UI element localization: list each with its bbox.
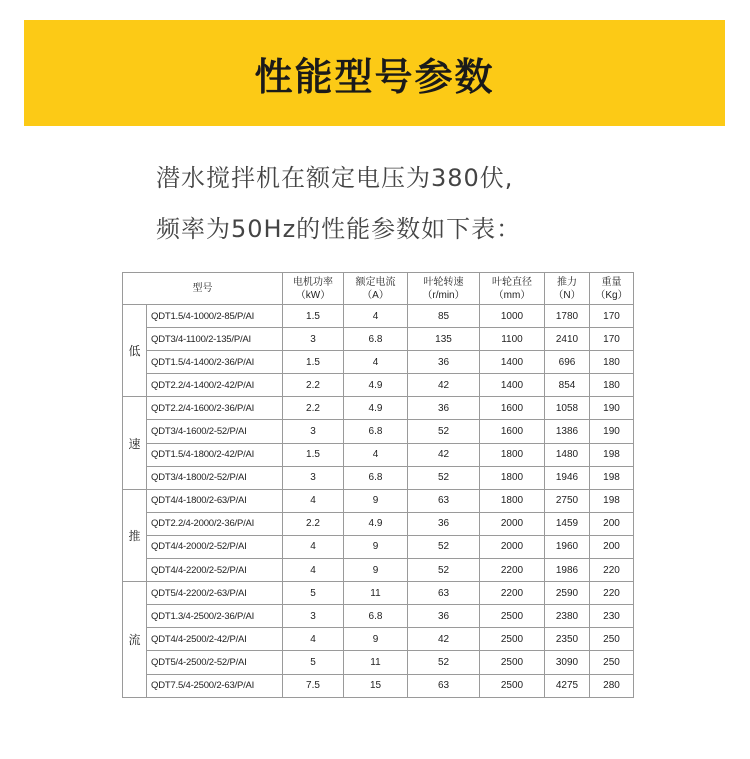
cell-diameter: 2200: [480, 582, 545, 605]
cell-weight: 180: [590, 351, 634, 374]
cell-current: 15: [344, 674, 408, 697]
title-banner: [24, 20, 725, 126]
cell-speed: 36: [408, 397, 480, 420]
cell-thrust: 1480: [545, 443, 590, 466]
cell-model: QDT3/4-1600/2-52/P/AI: [147, 420, 283, 443]
cell-diameter: 1000: [480, 305, 545, 328]
cell-diameter: 1400: [480, 374, 545, 397]
cell-current: 11: [344, 582, 408, 605]
cell-speed: 85: [408, 305, 480, 328]
cell-power: 4: [283, 628, 344, 651]
cell-power: 1.5: [283, 351, 344, 374]
cell-model: QDT1.5/4-1400/2-36/P/AI: [147, 351, 283, 374]
cell-power: 4: [283, 559, 344, 582]
cell-speed: 36: [408, 605, 480, 628]
cell-thrust: 2750: [545, 489, 590, 512]
header-model: 型号: [123, 273, 283, 305]
intro-line-1: 潜水搅拌机在额定电压为380伏,: [156, 164, 514, 192]
cell-thrust: 1386: [545, 420, 590, 443]
cell-diameter: 2000: [480, 512, 545, 535]
cell-diameter: 2500: [480, 651, 545, 674]
cell-thrust: 1960: [545, 535, 590, 558]
cell-diameter: 2500: [480, 605, 545, 628]
table-row: [123, 443, 634, 466]
cell-weight: 250: [590, 651, 634, 674]
cell-current: 4.9: [344, 397, 408, 420]
cell-speed: 52: [408, 651, 480, 674]
table-row: [123, 305, 634, 328]
cell-diameter: 2000: [480, 535, 545, 558]
performance-table: [122, 272, 634, 698]
cell-model: QDT4/4-2200/2-52/P/AI: [147, 559, 283, 582]
cell-current: 6.8: [344, 328, 408, 351]
cell-current: 4.9: [344, 374, 408, 397]
cell-current: 6.8: [344, 420, 408, 443]
cell-weight: 230: [590, 605, 634, 628]
cell-thrust: 2590: [545, 582, 590, 605]
cell-current: 6.8: [344, 605, 408, 628]
header-speed: 叶轮转速 （r/min）: [408, 273, 480, 305]
cell-thrust: 4275: [545, 674, 590, 697]
table-row: [123, 489, 634, 512]
cell-power: 4: [283, 489, 344, 512]
cell-thrust: 1459: [545, 512, 590, 535]
group-label: 速: [123, 397, 147, 489]
table-row: [123, 466, 634, 489]
cell-speed: 63: [408, 674, 480, 697]
cell-power: 1.5: [283, 305, 344, 328]
cell-power: 5: [283, 582, 344, 605]
cell-power: 2.2: [283, 512, 344, 535]
cell-weight: 220: [590, 582, 634, 605]
header-power: 电机功率 （kW）: [283, 273, 344, 305]
table-row: [123, 351, 634, 374]
cell-model: QDT2.2/4-1400/2-42/P/AI: [147, 374, 283, 397]
cell-diameter: 2500: [480, 674, 545, 697]
table-row: [123, 397, 634, 420]
cell-speed: 63: [408, 582, 480, 605]
cell-diameter: 1600: [480, 397, 545, 420]
cell-current: 11: [344, 651, 408, 674]
cell-weight: 200: [590, 512, 634, 535]
cell-model: QDT1.5/4-1800/2-42/P/AI: [147, 443, 283, 466]
cell-power: 5: [283, 651, 344, 674]
cell-current: 9: [344, 535, 408, 558]
cell-diameter: 2500: [480, 628, 545, 651]
cell-model: QDT5/4-2500/2-52/P/AI: [147, 651, 283, 674]
cell-speed: 52: [408, 559, 480, 582]
cell-weight: 198: [590, 443, 634, 466]
cell-thrust: 1986: [545, 559, 590, 582]
cell-weight: 220: [590, 559, 634, 582]
cell-model: QDT5/4-2200/2-63/P/AI: [147, 582, 283, 605]
cell-model: QDT4/4-1800/2-63/P/AI: [147, 489, 283, 512]
cell-power: 3: [283, 466, 344, 489]
intro-line-2: 频率为50Hz的性能参数如下表：: [156, 215, 522, 243]
cell-current: 4: [344, 351, 408, 374]
table-row: [123, 374, 634, 397]
cell-current: 6.8: [344, 466, 408, 489]
group-label: 低: [123, 305, 147, 397]
cell-thrust: 2380: [545, 605, 590, 628]
cell-model: QDT2.2/4-2000/2-36/P/AI: [147, 512, 283, 535]
table-row: [123, 328, 634, 351]
cell-speed: 52: [408, 466, 480, 489]
cell-thrust: 1946: [545, 466, 590, 489]
cell-power: 4: [283, 535, 344, 558]
cell-diameter: 1800: [480, 443, 545, 466]
cell-weight: 198: [590, 466, 634, 489]
cell-model: QDT1.3/4-2500/2-36/P/AI: [147, 605, 283, 628]
cell-speed: 52: [408, 420, 480, 443]
cell-weight: 190: [590, 397, 634, 420]
cell-model: QDT4/4-2500/2-42/P/AI: [147, 628, 283, 651]
cell-speed: 63: [408, 489, 480, 512]
table-row: [123, 674, 634, 697]
cell-thrust: 1058: [545, 397, 590, 420]
cell-diameter: 2200: [480, 559, 545, 582]
cell-diameter: 1600: [480, 420, 545, 443]
cell-power: 7.5: [283, 674, 344, 697]
cell-power: 1.5: [283, 443, 344, 466]
cell-model: QDT3/4-1100/2-135/P/AI: [147, 328, 283, 351]
header-thrust: 推力 （N）: [545, 273, 590, 305]
cell-model: QDT3/4-1800/2-52/P/AI: [147, 466, 283, 489]
cell-current: 9: [344, 489, 408, 512]
cell-current: 4: [344, 443, 408, 466]
cell-speed: 42: [408, 443, 480, 466]
cell-speed: 52: [408, 535, 480, 558]
table-row: [123, 512, 634, 535]
cell-diameter: 1100: [480, 328, 545, 351]
cell-power: 3: [283, 328, 344, 351]
cell-power: 3: [283, 420, 344, 443]
cell-weight: 190: [590, 420, 634, 443]
cell-model: QDT4/4-2000/2-52/P/AI: [147, 535, 283, 558]
cell-thrust: 3090: [545, 651, 590, 674]
table-row: [123, 605, 634, 628]
table-row: [123, 628, 634, 651]
cell-model: QDT7.5/4-2500/2-63/P/AI: [147, 674, 283, 697]
cell-speed: 36: [408, 351, 480, 374]
group-label: 流: [123, 582, 147, 697]
header-weight: 重量 （Kg）: [590, 273, 634, 305]
table-header-row: [123, 273, 634, 305]
cell-speed: 36: [408, 512, 480, 535]
table-body: [123, 305, 634, 698]
cell-model: QDT1.5/4-1000/2-85/P/AI: [147, 305, 283, 328]
group-label: 推: [123, 489, 147, 581]
cell-speed: 42: [408, 374, 480, 397]
cell-weight: 250: [590, 628, 634, 651]
table-row: [123, 420, 634, 443]
cell-thrust: 2410: [545, 328, 590, 351]
cell-diameter: 1800: [480, 489, 545, 512]
cell-current: 4: [344, 305, 408, 328]
cell-diameter: 1400: [480, 351, 545, 374]
table-row: [123, 559, 634, 582]
table-row: [123, 582, 634, 605]
cell-thrust: 2350: [545, 628, 590, 651]
cell-current: 9: [344, 559, 408, 582]
cell-weight: 200: [590, 535, 634, 558]
header-current: 额定电流 （A）: [344, 273, 408, 305]
page-title: 性能型号参数: [254, 54, 495, 99]
cell-model: QDT2.2/4-1600/2-36/P/AI: [147, 397, 283, 420]
cell-current: 4.9: [344, 512, 408, 535]
cell-thrust: 854: [545, 374, 590, 397]
cell-weight: 170: [590, 328, 634, 351]
cell-thrust: 1780: [545, 305, 590, 328]
cell-power: 3: [283, 605, 344, 628]
cell-diameter: 1800: [480, 466, 545, 489]
cell-weight: 198: [590, 489, 634, 512]
cell-weight: 170: [590, 305, 634, 328]
cell-weight: 280: [590, 674, 634, 697]
table-row: [123, 651, 634, 674]
header-diameter: 叶轮直径 （mm）: [480, 273, 545, 305]
cell-power: 2.2: [283, 397, 344, 420]
cell-power: 2.2: [283, 374, 344, 397]
table-row: [123, 535, 634, 558]
cell-speed: 135: [408, 328, 480, 351]
cell-thrust: 696: [545, 351, 590, 374]
cell-speed: 42: [408, 628, 480, 651]
cell-weight: 180: [590, 374, 634, 397]
cell-current: 9: [344, 628, 408, 651]
